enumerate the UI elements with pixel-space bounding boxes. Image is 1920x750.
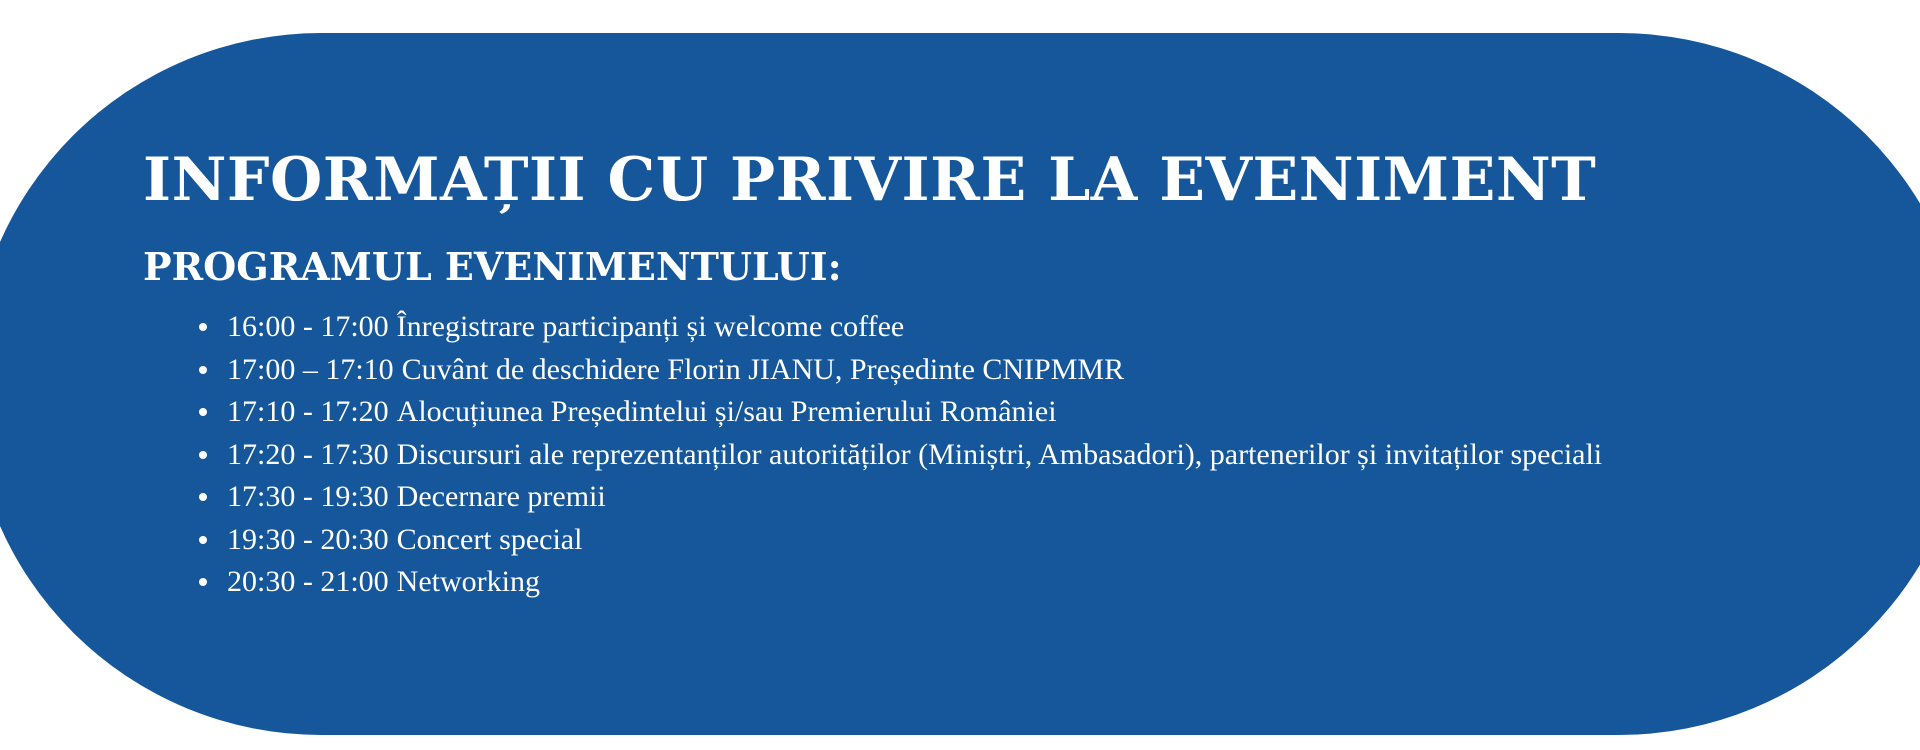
bullet-icon [199,493,207,501]
schedule-time: 20:30 - 21:00 [227,565,389,598]
schedule-list [143,306,1863,604]
schedule-activity: Concert special [396,522,583,556]
schedule-item [227,519,1863,562]
schedule-item [227,561,1863,604]
bullet-icon [199,536,207,544]
schedule-activity: Alocuțiunea Președintelui și/sau Premierului României [396,395,1057,428]
bullet-icon [199,408,207,416]
schedule-time: 17:10 - 17:20 [227,395,389,428]
page-title: INFORMAȚII CU PRIVIRE LA EVENIMENT [143,145,1597,215]
schedule-time: 19:30 - 20:30 [227,522,389,556]
bullet-icon [199,323,207,331]
schedule-item [227,306,1863,349]
event-info-content [143,140,1863,604]
schedule-item [227,391,1863,434]
schedule-activity: Decernare premii [396,480,606,513]
bullet-icon [199,578,207,586]
schedule-activity: Înregistrare participanți și welcome coffee [396,310,905,343]
program-heading: PROGRAMUL EVENIMENTULUI: [143,244,842,289]
schedule-activity: Discursuri ale reprezentanților autorităților (Miniștri, Ambasadori), partenerilor și invitaților speciali [396,437,1603,471]
bullet-icon [199,451,207,459]
bullet-icon [199,366,207,374]
schedule-item [227,476,1863,519]
schedule-activity: Networking [396,565,540,598]
schedule-time: 16:00 - 17:00 [227,310,389,343]
schedule-time: 17:30 - 19:30 [227,480,389,513]
schedule-item [227,434,1863,477]
schedule-activity: Cuvânt de deschidere Florin JIANU, Președinte CNIPMMR [401,352,1125,386]
schedule-item [227,349,1863,392]
schedule-time: 17:00 – 17:10 [227,352,394,386]
schedule-time: 17:20 - 17:30 [227,437,389,471]
